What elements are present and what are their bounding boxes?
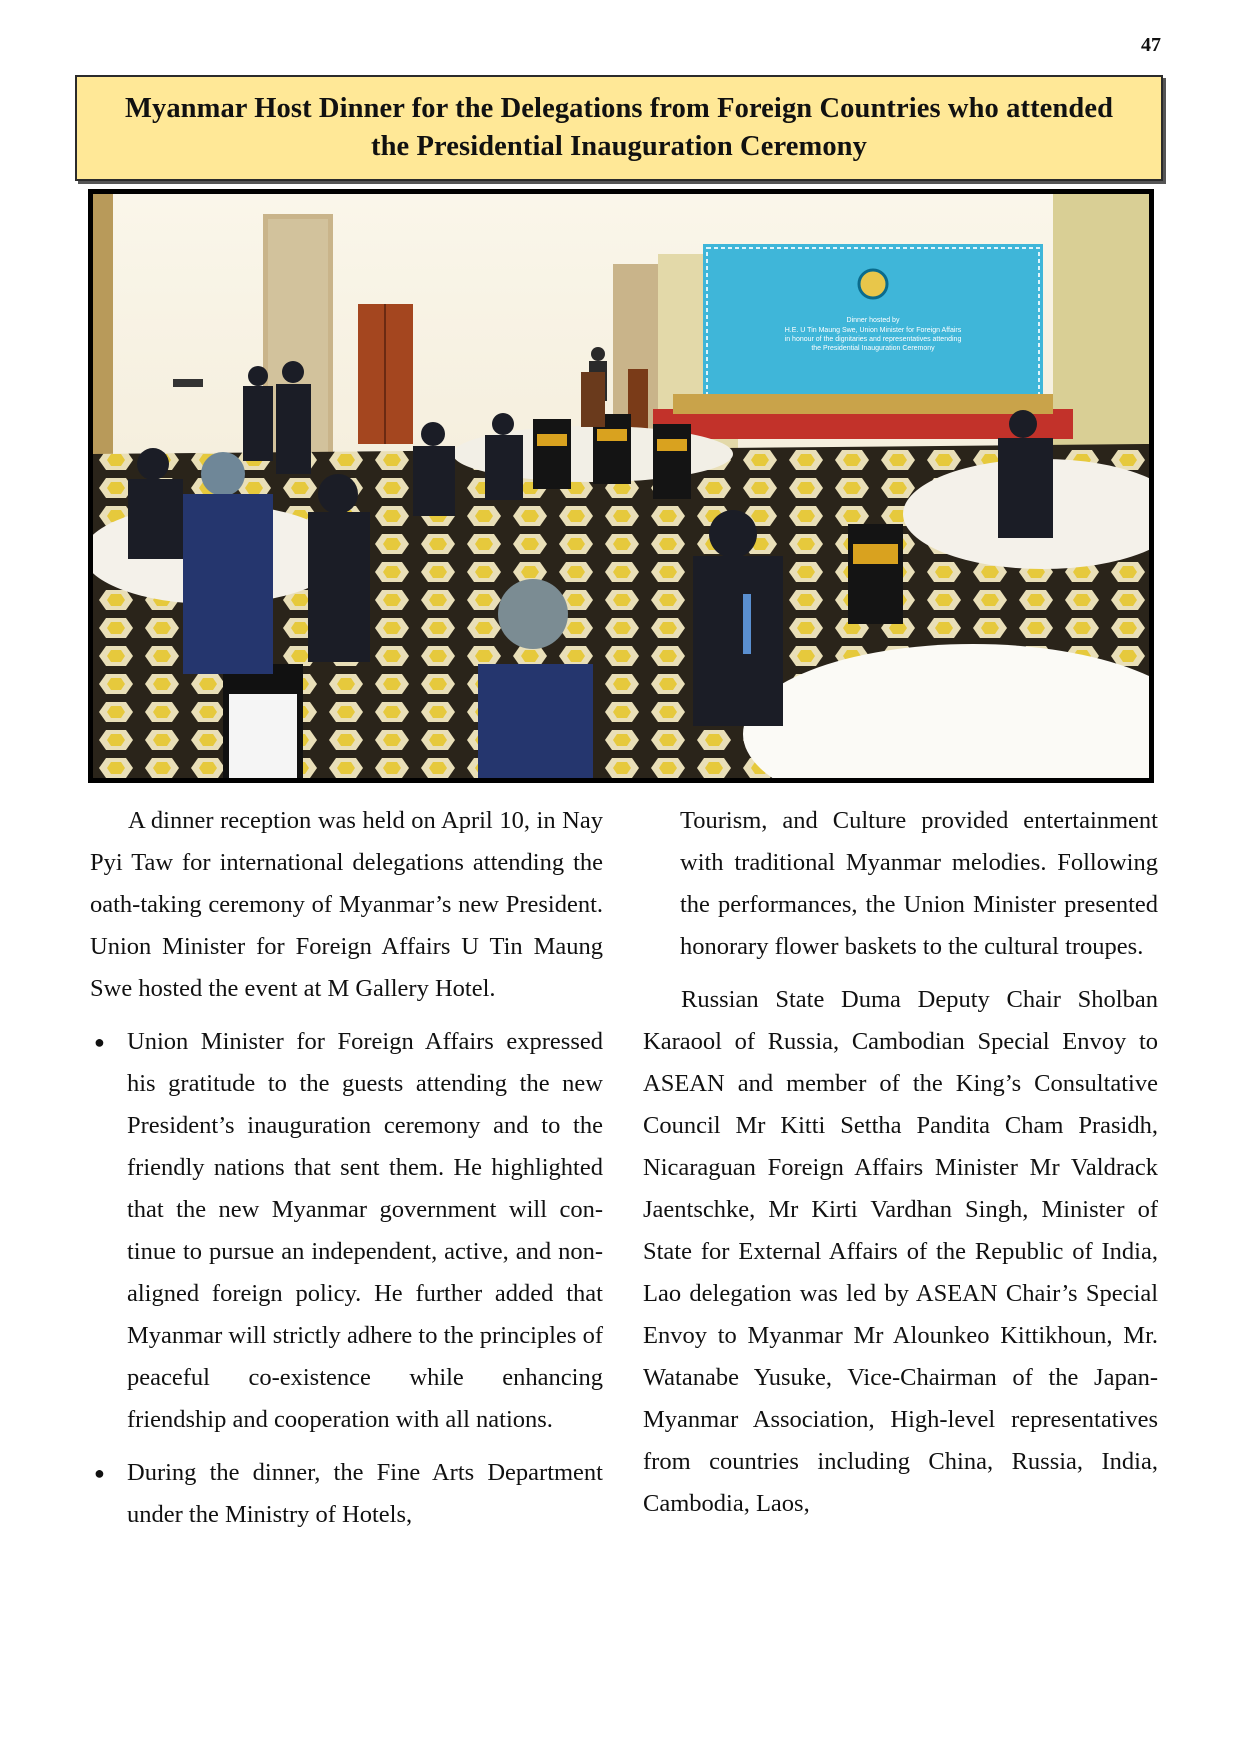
article-title-box (75, 75, 1163, 181)
article-intro-paragraph: A dinner reception was held on April 10, in Nay Pyi Taw for international delegations attending the oath-taking ceremony of Myanmar’s new President. Union Minister for Foreign Affairs U Tin Maung Swe hosted the event at M Gallery Hotel. (90, 807, 603, 1002)
article-closing-paragraph: Russian State Duma Deputy Chair Sholban Karaool of Russia, Cambodian Special Envoy to ASEAN and member of the King’s Consultative Council Mr Kitti Settha Pandita Cham Prasidh, Nicaraguan Foreign Affairs Minister Mr Valdrack Jaentschke, Mr Kirti Vardhan Singh, Minister of State for External Affairs of the Republic of India, Lao delegation was led by ASEAN Chair’s Special Envoy to Myanmar Mr Alounkeo Kittikhoun, Mr. Watanabe Yusuke, Vice-Chairman of the Japan-Myanmar Association, High-level representatives from countries including China, Russia, India, Cambodia, Laos, (643, 986, 1158, 1517)
bullet-icon: ● (94, 1463, 105, 1483)
article-title-line-2: the Presidential Inauguration Ceremony (371, 131, 867, 162)
bullet-item-2 (90, 1452, 603, 1536)
article-bullet-list (90, 1021, 603, 1536)
bullet-item-1 (90, 1021, 603, 1441)
event-photo (88, 189, 1154, 783)
svg-text:the Presidential Inauguration: the Presidential Inauguration Ceremony (811, 345, 935, 352)
bullet-item-1-text: Union Minister for Foreign Affairs expressed his gratitude to the guests attending the new President’s inauguration ceremony and to the friendly nations that sent them. He highlighted that the new Myanmar government will continue to pursue an independent, active, and non-aligned foreign policy. He further added that Myanmar will strictly adhere to the principles of peaceful co-existence while enhancing friendship and cooperation with all nations. (127, 1028, 603, 1433)
article-title (125, 90, 1113, 166)
article-column-left (90, 800, 603, 1547)
bullet-icon: ● (94, 1032, 105, 1052)
dinner-hall-illustration (93, 194, 1149, 778)
svg-text:Dinner hosted by: Dinner hosted by (846, 317, 900, 324)
svg-text:H.E. U Tin Maung Swe, Union Mi: H.E. U Tin Maung Swe, Union Minister for Foreign Affairs (784, 327, 962, 334)
bullet-item-2-text-part-1: During the dinner, the Fine Arts Department under the Ministry of Hotels, (127, 1459, 603, 1528)
svg-text:in honour of the dignitaries a: in honour of the dignitaries and representatives attending (784, 336, 962, 343)
article-title-line-1: Myanmar Host Dinner for the Delegations from Foreign Countries who attended (124, 93, 1114, 124)
page-number: 47 (1141, 34, 1161, 56)
article-column-right (643, 800, 1158, 1536)
bullet-item-2-text-part-2: Tourism, and Culture provided entertainment with traditional Myanmar melodies. Following the performances, the Union Minister presented honorary flower baskets to the cultural troupes. (680, 807, 1158, 960)
